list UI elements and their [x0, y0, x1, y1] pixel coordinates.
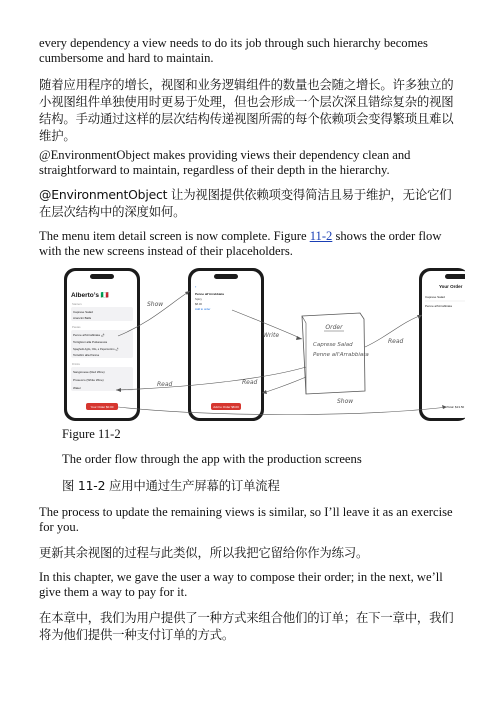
detail-title: Penne all'Arrabbiata	[195, 292, 224, 296]
paragraph-remaining-views-cn: 更新其余视图的过程与此类似，所以我把它留给你作为练习。	[39, 545, 369, 560]
phone-menu-screen	[64, 268, 140, 421]
paragraph-environment-object-cn: @EnvironmentObject 让为视图提供依赖项变得简洁且易于维护，无论它们在层次结构中的深度如何。	[39, 187, 452, 219]
note-item: Caprese Salad	[313, 342, 353, 348]
order-flow-figure	[62, 267, 465, 423]
figure-link[interactable]: 11-2	[309, 229, 333, 243]
order-note	[302, 313, 369, 394]
menu-item[interactable]: Caprese Salad	[73, 310, 93, 314]
menu-item[interactable]: Spaghetti Aglio, Olio, e Peperoncino 🌶	[73, 348, 119, 351]
your-order-button-label: Your Order $0.00	[90, 405, 114, 409]
detail-price: $8.00	[195, 302, 202, 306]
text-after-link: shows the order flow with the new screens instead of their placeholders.	[39, 229, 442, 258]
figure-number: Figure 11-2	[62, 427, 121, 441]
back-chevron-icon[interactable]: ‹	[195, 284, 197, 289]
paragraph-dependency-cn: 随着应用程序的增长，视图和业务逻辑组件的数量也会随之增长。许多独立的小视图组件单独使用时更易于处理，但也会形成一个层次深且错综复杂的视图结构。手动通过这样的层次结构传递视图所需的每个依赖项会变得繁琐且难以维护。	[39, 77, 454, 143]
arrow-label: Read	[242, 379, 258, 386]
note-title: Order	[325, 324, 343, 331]
detail-spicy: Spicy	[195, 297, 202, 301]
text-before-link: The menu item detail screen is now complete. Figure	[39, 229, 310, 243]
paragraph-chapter-summary-cn: 在本章中，我们为用户提供了一种方式来组合他们的订单；在下一章中，我们将为他们提供一种支付订单的方式。	[39, 610, 454, 642]
order-item: Caprese Salad	[425, 295, 445, 299]
order-item: Penne all'Arrabbiata	[425, 304, 452, 308]
paragraph-environment-object: @EnvironmentObject makes providing views their dependency clean and straightforward to maintain, regardless of their depth in the hierarchy.	[39, 148, 411, 177]
menu-section-pastas: Pastas	[72, 325, 81, 329]
menu-item[interactable]: Tortiglioni alla Puttanesca	[73, 340, 108, 344]
arrow-label: Show	[337, 398, 354, 405]
menu-item[interactable]: Penne all'Arrabbiata 🌶	[73, 333, 105, 337]
order-screen-title: Your Order	[439, 284, 463, 289]
arrow-label: Read	[388, 338, 404, 345]
paragraph-dependency: every dependency a view needs to do its job through such hierarchy becomes cumbersome and hard to maintain.	[39, 36, 428, 65]
paragraph-detail-complete	[39, 229, 463, 259]
arrow-label: Read	[157, 381, 173, 388]
menu-item[interactable]: Tortellini alla Panna	[73, 353, 100, 357]
detail-add[interactable]: Add to order	[195, 307, 211, 311]
add-to-order-button-label: Add to Order $8.00	[213, 405, 239, 409]
menu-item[interactable]: Prosecco (White Wine)	[73, 378, 104, 382]
figure-caption: The order flow through the app with the production screens	[62, 452, 362, 466]
menu-item[interactable]: Sangiovese (Red Wine)	[73, 370, 105, 374]
menu-section-starters: Starters	[72, 302, 82, 306]
flow-arrows	[116, 291, 447, 415]
note-item: Penne all'Arrabbiata	[313, 352, 369, 358]
arrow-label: Show	[147, 301, 164, 308]
phone-order-screen	[419, 268, 465, 421]
phone-detail-screen	[188, 268, 264, 421]
menu-item[interactable]: Arancini Balls	[73, 316, 92, 320]
arrow-heads	[116, 291, 447, 409]
paragraph-remaining-views: The process to update the remaining views is similar, so I’ll leave it as an exercise for you.	[39, 505, 453, 534]
arrow-label: Write	[263, 332, 280, 339]
figure-caption-cn: 图 11-2 应用中通过生产屏幕的订单流程	[62, 478, 280, 493]
paragraph-chapter-summary: In this chapter, we gave the user a way to compose their order; in the next, we’ll give them a way to pay for it.	[39, 570, 443, 599]
order-total: Total: $13.50	[447, 405, 465, 409]
menu-title: Alberto’s 🇮🇹	[71, 292, 109, 299]
menu-section-drinks: Drinks	[72, 362, 80, 366]
menu-item[interactable]: Water	[73, 386, 81, 390]
